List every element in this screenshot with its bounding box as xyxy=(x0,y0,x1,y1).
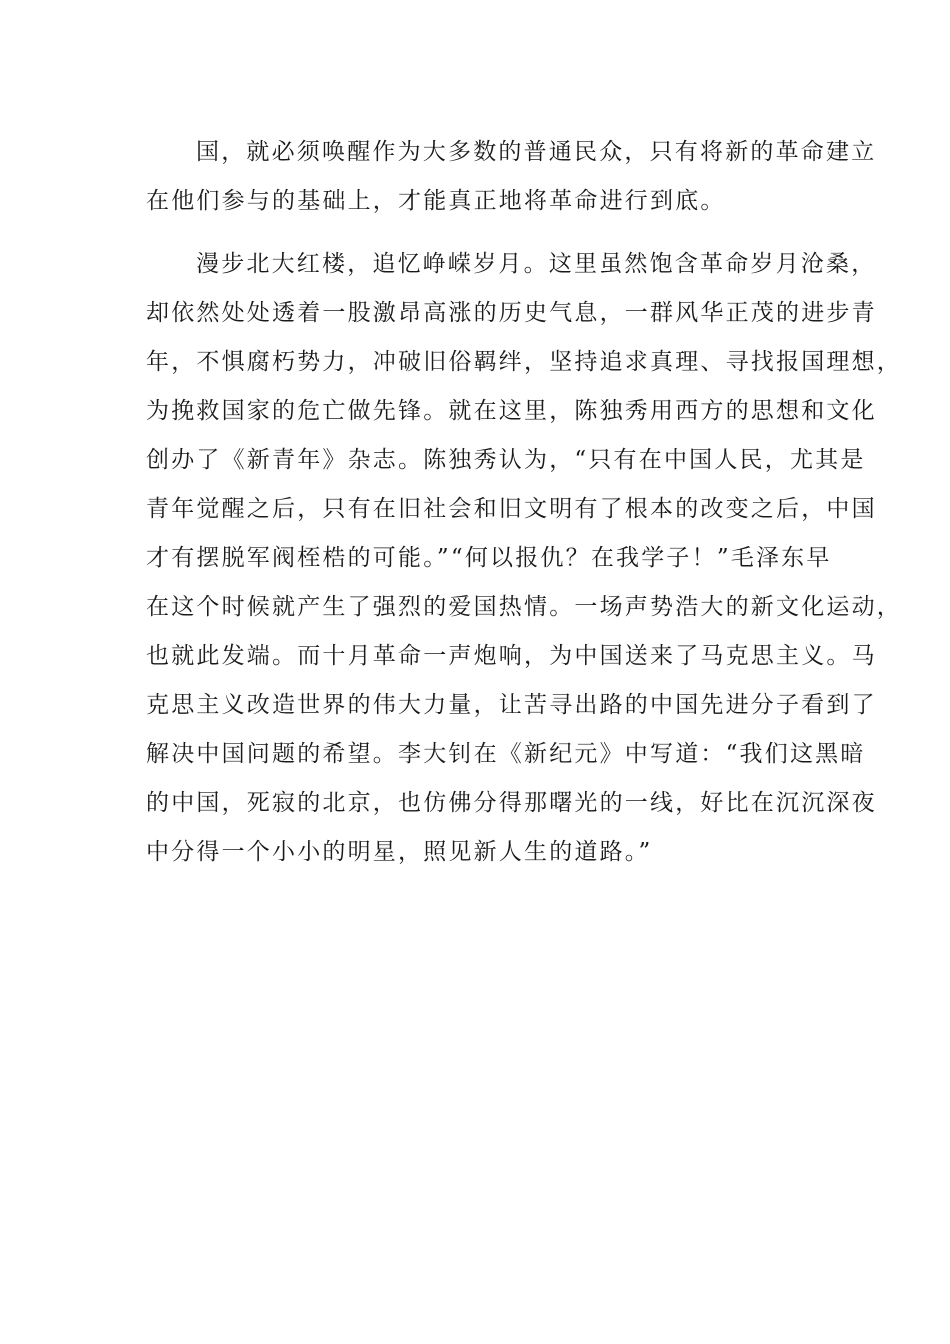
text-line: 却依然处处透着一股激昂高涨的历史气息，一群风华正茂的进步青 xyxy=(146,300,877,326)
text-line: 国，就必须唤醒作为大多数的普通民众，只有将新的革命建立 xyxy=(196,139,877,165)
text-line: 也就此发端。而十月革命一声炮响，为中国送来了马克思主义。马 xyxy=(146,643,877,669)
text-line: 为挽救国家的危亡做先锋。就在这里，陈独秀用西方的思想和文化 xyxy=(146,398,877,424)
text-line: 漫步北大红楼，追忆峥嵘岁月。这里虽然饱含革命岁月沧桑， xyxy=(196,251,877,277)
text-line: 在这个时候就产生了强烈的爱国热情。一场声势浩大的新文化运动， xyxy=(146,594,902,620)
text-line: 才有摆脱军阀桎梏的可能。”“何以报仇？在我学子！”毛泽东早 xyxy=(146,545,832,571)
text-line: 年，不惧腐朽势力，冲破旧俗羁绊，坚持追求真理、寻找报国理想， xyxy=(146,349,902,375)
text-line: 中分得一个小小的明星，照见新人生的道路。” xyxy=(146,839,653,865)
text-line: 克思主义改造世界的伟大力量，让苦寻出路的中国先进分子看到了 xyxy=(146,692,877,718)
text-line: 在他们参与的基础上，才能真正地将革命进行到底。 xyxy=(146,188,726,214)
text-line: 解决中国问题的希望。李大钊在《新纪元》中写道：“我们这黑暗 xyxy=(146,741,866,767)
text-line: 的中国，死寂的北京，也仿佛分得那曙光的一线，好比在沉沉深夜 xyxy=(146,790,877,816)
text-line: 创办了《新青年》杂志。陈独秀认为，“只有在中国人民，尤其是 xyxy=(146,447,866,473)
text-line: 青年觉醒之后，只有在旧社会和旧文明有了根本的改变之后，中国 xyxy=(146,496,877,522)
